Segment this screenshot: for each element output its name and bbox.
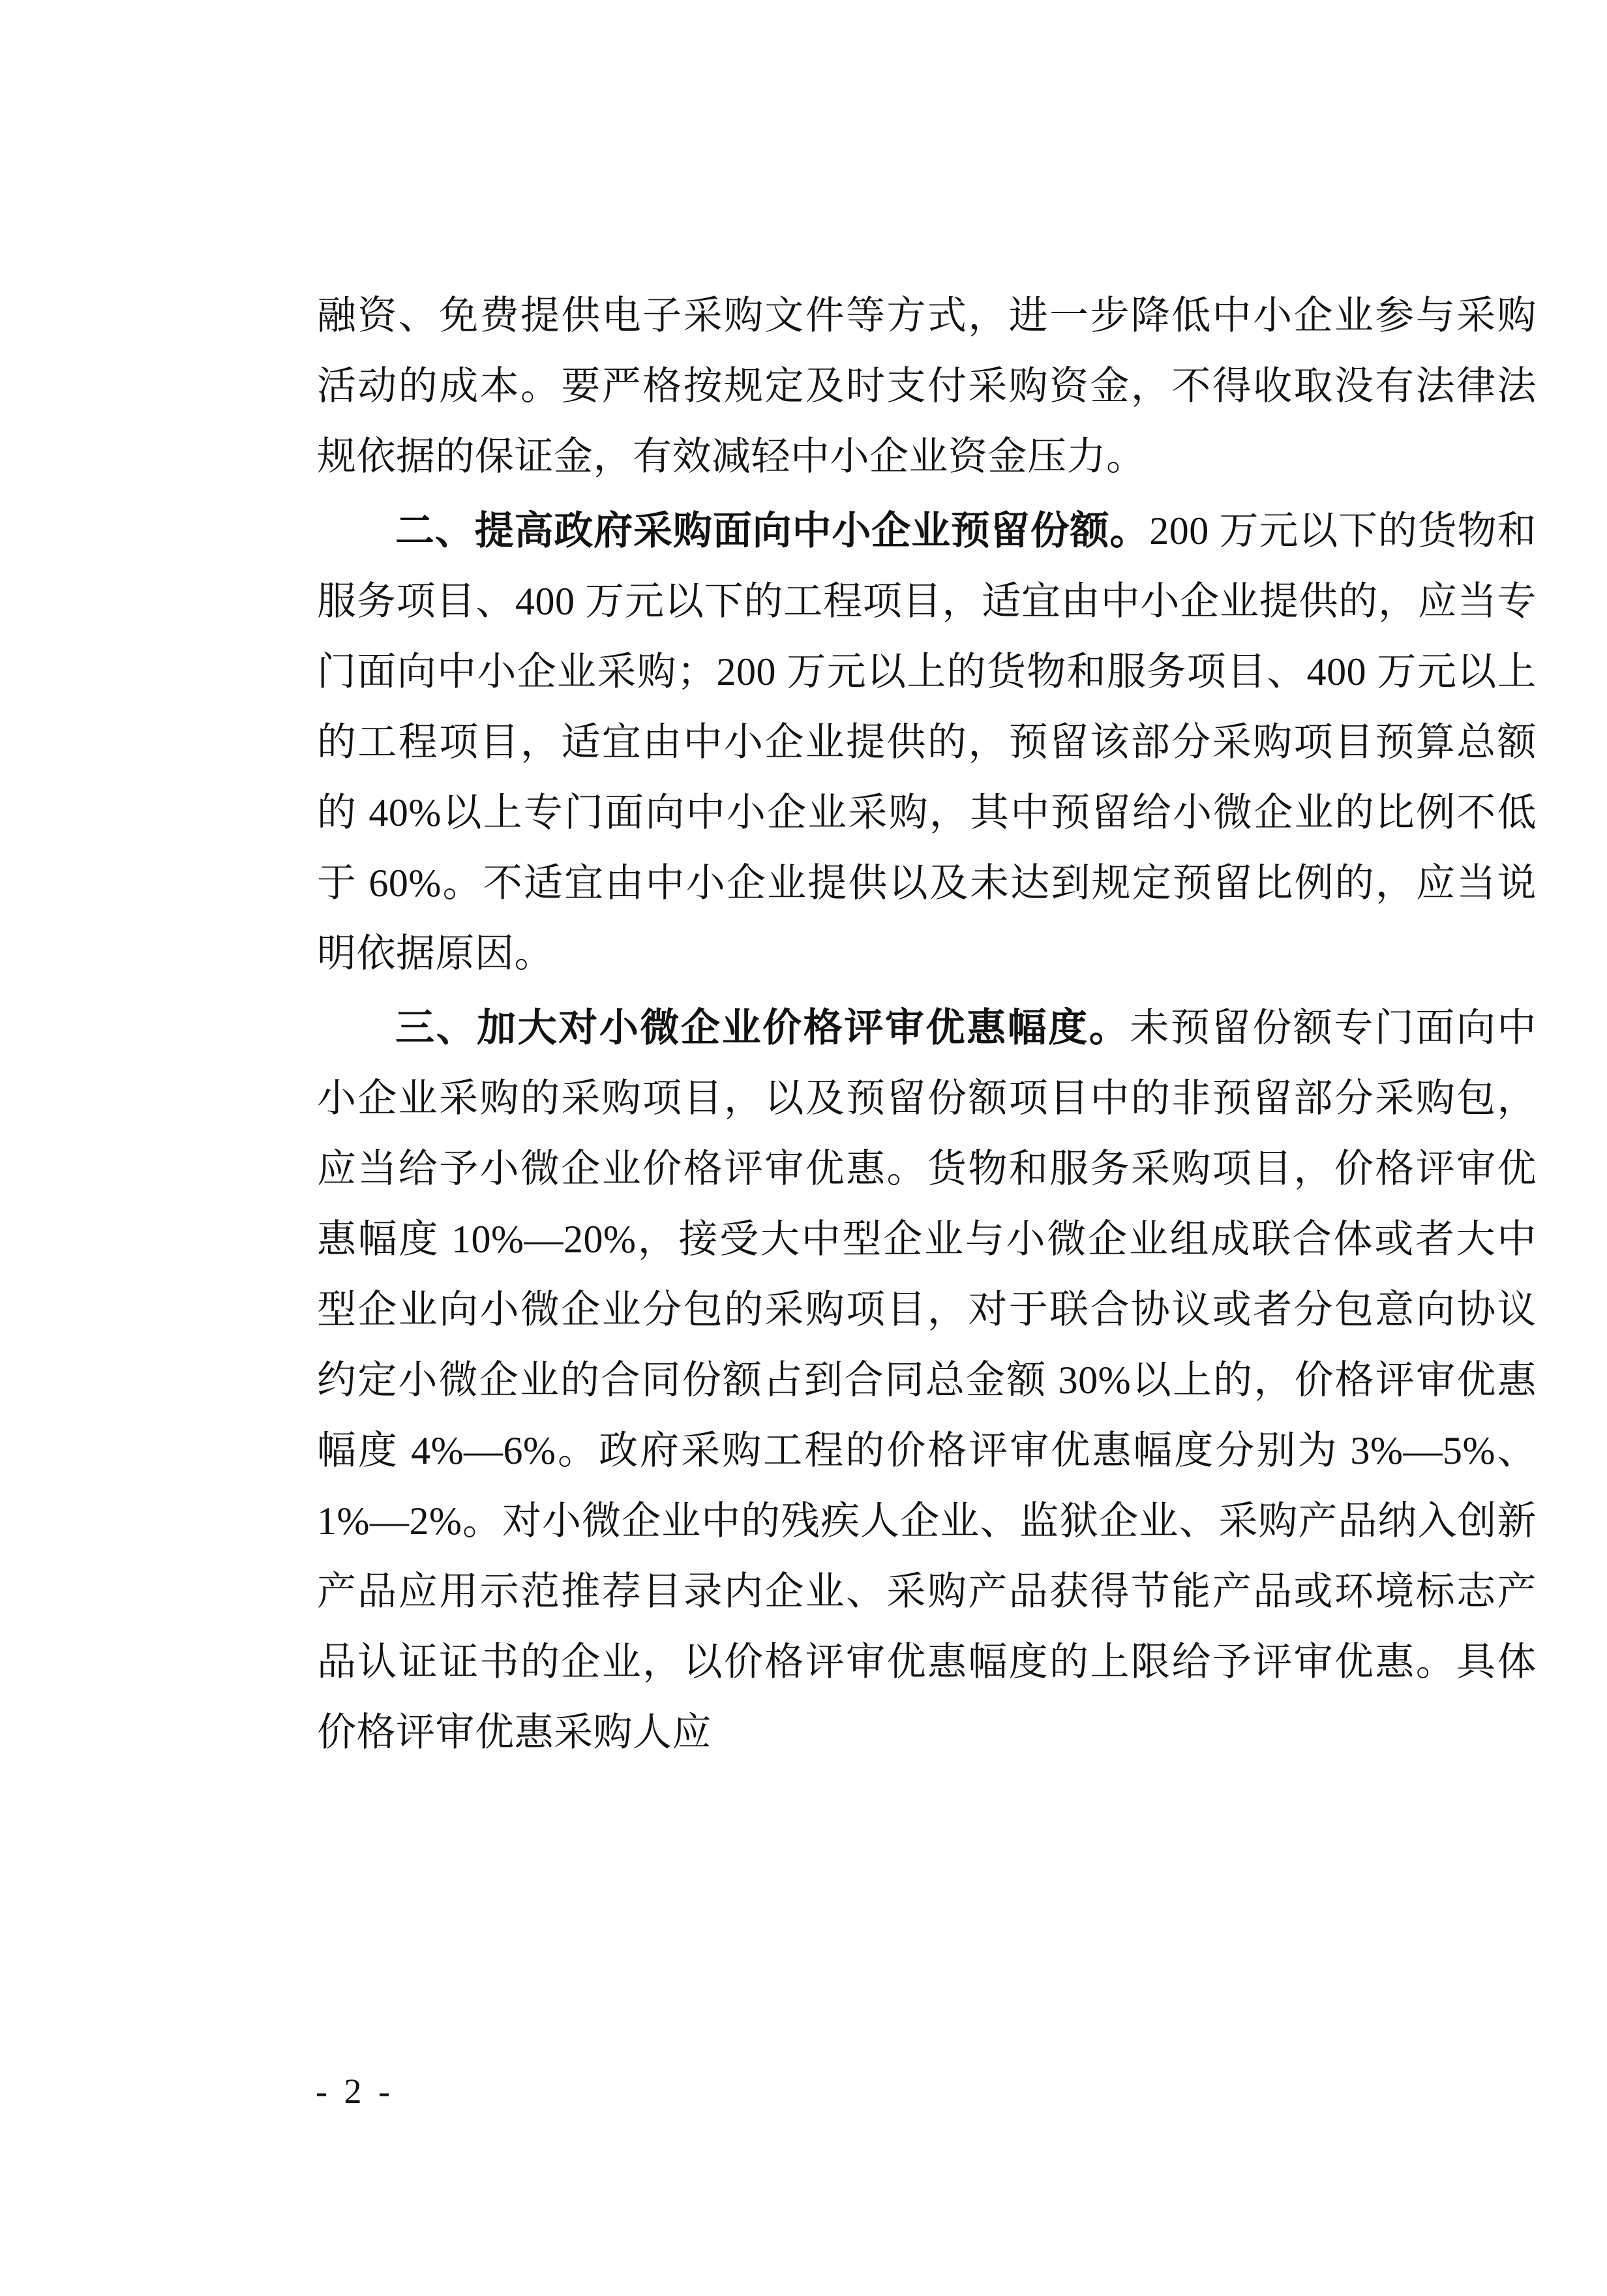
paragraph-item-two — [317, 496, 1537, 989]
page-number: - 2 - — [316, 2072, 394, 2111]
paragraph-text: 融资、免费提供电子采购文件等方式，进一步降低中小企业参与采购活动的成本。要严格按规定及时支付采购资金，不得收取没有法律法规依据的保证金，有效减轻中小企业资金压力。 — [317, 294, 1537, 478]
paragraph-text: 未预留份额专门面向中小企业采购的采购项目，以及预留份额项目中的非预留部分采购包，应当给予小微企业价格评审优惠。货物和服务采购项目，价格评审优惠幅度 10%—20%，接受大中型企业与小微企业组成联合体或者大中型企业向小微企业分包的采购项目，对于联合协议或者分包意向协议约定小微企业的合同份额占到合同总金额 30%以上的，价格评审优惠幅度 4%—6%。政府采购工程的价格评审优惠幅度分别为 3%—5%、1%—2%。对小微企业中的残疾人企业、监狱企业、采购产品纳入创新产品应用示范推荐目录内企业、采购产品获得节能产品或环境标志产品认证证书的企业，以价格评审优惠幅度的上限给予评审优惠。具体价格评审优惠采购人应 — [317, 1006, 1537, 1754]
document-body — [317, 280, 1537, 1768]
paragraph-heading: 二、提高政府采购面向中小企业预留份额。 — [395, 509, 1150, 552]
paragraph-item-three — [317, 993, 1537, 1768]
paragraph-heading: 三、加大对小微企业价格评审优惠幅度。 — [395, 1006, 1130, 1050]
page-footer — [308, 2071, 1607, 2111]
paragraph-text: 200 万元以下的货物和服务项目、400 万元以下的工程项目，适宜由中小企业提供的，应当专门面向中小企业采购；200 万元以上的货物和服务项目、400 万元以上的工程项目，适宜由中小企业提供的，预留该部分采购项目预算总额的 40%以上专门面向中小企业采购，其中预留给小微企业的比例不低于 60%。不适宜由中小企业提供以及未达到规定预留比例的，应当说明依据原因。 — [317, 509, 1537, 975]
paper-sheet — [154, 0, 1537, 2296]
paragraph-continuation — [317, 280, 1537, 492]
